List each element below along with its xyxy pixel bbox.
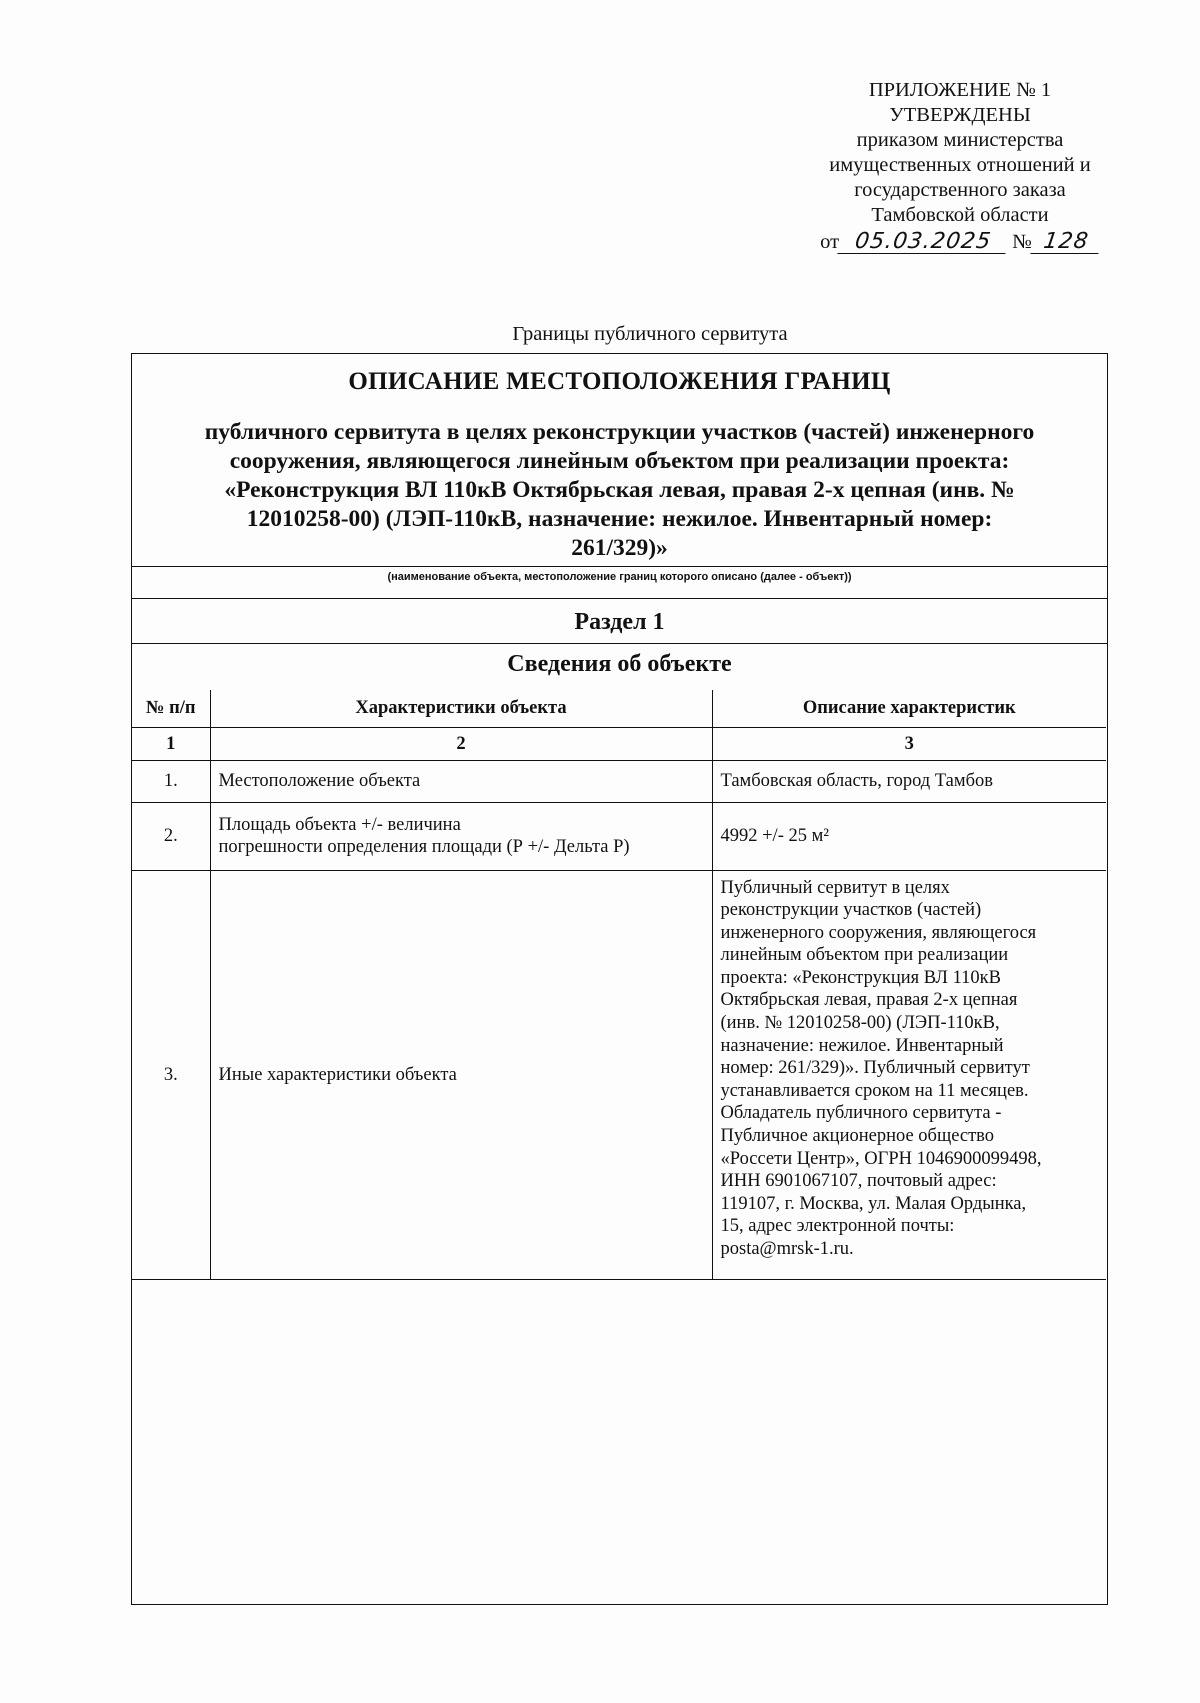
approval-label: УТВЕРЖДЕНЫ — [889, 104, 1031, 126]
table-index-row — [132, 727, 1106, 760]
object-name-note: (наименование объекта, местоположение границ которого описано (далее - объект)) — [387, 571, 852, 583]
subtitle-line: «Реконструкция ВЛ 110кВ Октябрьская левая, правая 2-х цепная (инв. № — [224, 477, 1015, 503]
header-number: № п/п — [132, 690, 210, 727]
subtitle-line: 12010258-00) (ЛЭП-110кВ, назначение: нежилое. Инвентарный номер: — [246, 506, 993, 532]
table-row — [132, 760, 1106, 802]
text-line: Местоположение объекта — [218, 771, 421, 791]
row-number: 3. — [132, 870, 210, 1279]
subtitle-line: публичного сервитута в целях реконструкции участков (частей) инженерного — [204, 419, 1035, 445]
row-characteristic — [210, 870, 712, 1279]
approval-line-6: Тамбовской области — [871, 204, 1049, 226]
text-line: реконструкции участков (частей) — [720, 900, 982, 921]
section-title: Сведения об объекте — [507, 651, 732, 677]
text-line: устанавливается сроком на 11 месяцев. — [720, 1080, 1029, 1101]
approval-line-5: государственного заказа — [854, 179, 1066, 201]
row-description — [712, 760, 1106, 802]
approval-line-4: имущественных отношений и — [829, 154, 1091, 176]
document-title: ОПИСАНИЕ МЕСТОПОЛОЖЕНИЯ ГРАНИЦ — [348, 368, 891, 395]
text-line: Обладатель публичного сервитута - — [720, 1103, 1002, 1124]
text-line: Тамбовская область, город Тамбов — [720, 771, 993, 791]
text-line: Публичный сервитут в целях — [720, 877, 950, 898]
divider — [132, 566, 1107, 567]
approval-line-3: приказом министерства — [856, 129, 1064, 151]
index-cell: 3 — [712, 727, 1106, 760]
text-line: 119107, г. Москва, ул. Малая Ордынка, — [720, 1193, 1027, 1214]
order-number: 128 — [1030, 231, 1101, 254]
row-characteristic — [210, 760, 712, 802]
text-line: погрешности определения площади (Р +/- Дельта Р) — [218, 837, 630, 857]
subtitle-line: сооружения, являющегося линейным объектом при реализации проекта: — [229, 448, 1010, 474]
divider — [132, 643, 1107, 644]
order-prefix: от — [820, 231, 840, 253]
row-description — [712, 802, 1106, 870]
text-line: назначение: нежилое. Инвентарный — [720, 1035, 1004, 1056]
divider — [132, 598, 1107, 599]
text-line: Иные характеристики объекта — [218, 1064, 457, 1085]
document-subtitle — [144, 418, 1095, 563]
appendix-number: ПРИЛОЖЕНИЕ № 1 — [868, 79, 1052, 101]
text-line: 4992 +/- 25 м² — [720, 826, 829, 846]
header-description: Описание характеристик — [712, 690, 1106, 727]
text-line: (инв. № 12010258-00) (ЛЭП-110кВ, — [720, 1013, 1000, 1034]
subtitle-line: 261/329)» — [571, 535, 668, 561]
table-header-row — [132, 690, 1106, 727]
header-characteristic: Характеристики объекта — [210, 690, 712, 727]
row-characteristic — [210, 802, 712, 870]
description-frame — [131, 353, 1108, 1605]
row-number: 2. — [132, 802, 210, 870]
appendix-block — [760, 78, 1160, 255]
text-line: Публичное акционерное общество — [720, 1126, 995, 1147]
text-line: инженерного сооружения, являющегося — [720, 922, 1037, 943]
text-line: Октябрьская левая, правая 2-х цепная — [720, 990, 1018, 1011]
table-row — [132, 802, 1106, 870]
text-line: posta@mrsk-1.ru. — [720, 1239, 854, 1259]
document-caption: Границы публичного сервитута — [512, 323, 788, 345]
index-cell: 1 — [132, 727, 210, 760]
text-line: линейным объектом при реализации — [720, 945, 1009, 966]
index-cell: 2 — [210, 727, 712, 760]
text-line: ИНН 6901067107, почтовый адрес: — [720, 1171, 997, 1192]
text-line: «Россети Центр», ОГРН 1046900099498, — [720, 1148, 1042, 1169]
order-date: 05.03.2025 — [838, 231, 1009, 254]
text-line: Площадь объекта +/- величина — [218, 815, 461, 835]
row-number: 1. — [132, 760, 210, 802]
table-row — [132, 870, 1106, 1279]
section-number: Раздел 1 — [574, 609, 665, 635]
object-info-table — [132, 690, 1106, 1280]
text-line: номер: 261/329)». Публичный сервитут — [720, 1058, 1030, 1079]
text-line: 15, адрес электронной почты: — [720, 1216, 955, 1237]
order-line — [760, 230, 1160, 255]
text-line: проекта: «Реконструкция ВЛ 110кВ — [720, 967, 1001, 988]
order-number-label: № — [1012, 231, 1032, 253]
row-description — [712, 870, 1106, 1279]
